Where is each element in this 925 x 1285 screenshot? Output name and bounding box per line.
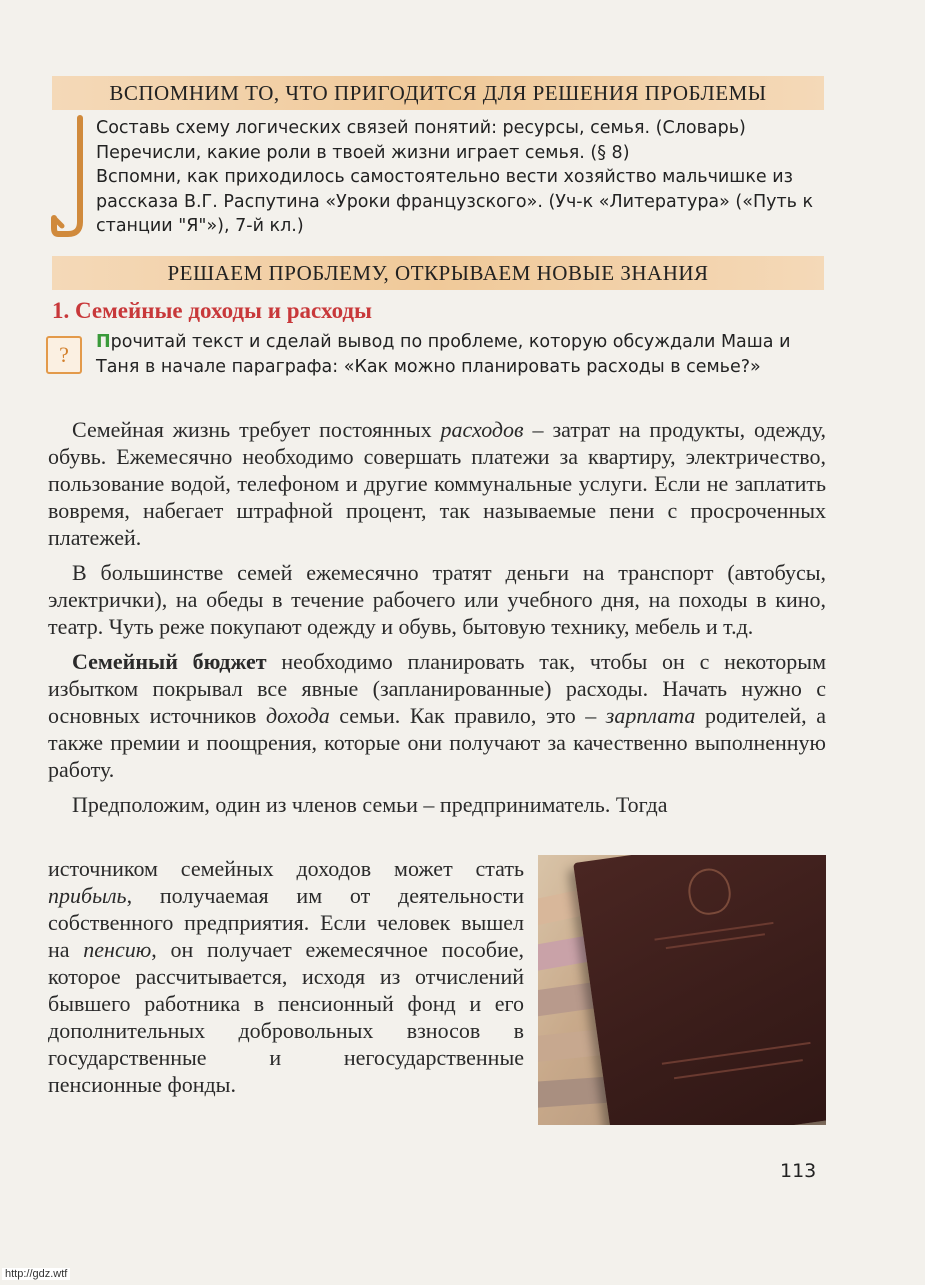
text-run: – затрат на продукты, одежду, обувь. Ежемесячно необходимо совершать платежи за квартиру, электричество, пользование водой, телефоном и другие коммунальные услуги. Если не заплатить вовремя, набегает штрафной процент, так называемые пени с просроченных платежей. bbox=[48, 417, 827, 550]
recall-item: Перечисли, какие роли в твоей жизни играет семья. (§ 8) bbox=[96, 142, 630, 163]
text-run: , получаемая им от деятельности собственного предприятия. Если человек вышел на bbox=[48, 883, 524, 962]
paragraph: В большинстве семей ежемесячно тратят деньги на транспорт (автобусы, электрички), на обеды в течение рабочего или учебного дня, на походы в кино, театр. Чуть реже покупают одежду и обувь, бытовую технику, мебель и т.д. bbox=[48, 560, 826, 639]
book-decoration bbox=[674, 1059, 803, 1079]
text-run: семьи. Как правило, это – bbox=[329, 703, 606, 728]
text-run: необходимо планировать так, чтобы он с некоторым избытком покрывал все явные (запланированные) расходы. Начать нужно с основных источников bbox=[48, 649, 827, 728]
recall-item: Вспомни, как приходилось самостоятельно вести хозяйство мальчишке из рассказа В.Г. Распутина «Уроки французского». (Уч-к «Литература» («Путь к станции "Я"»), 7-й кл.) bbox=[96, 167, 814, 236]
question-icon: ? bbox=[46, 336, 82, 374]
recall-item: Составь схему логических связей понятий: ресурсы, семья. (Словарь) bbox=[96, 118, 746, 138]
term-expenses: расходов bbox=[440, 417, 524, 442]
term-profit: прибыль bbox=[48, 883, 127, 908]
term-pension: пенсию bbox=[83, 937, 152, 962]
recall-section-heading: ВСПОМНИМ ТО, ЧТО ПРИГОДИТСЯ ДЛЯ РЕШЕНИЯ ПРОБЛЕМЫ bbox=[52, 76, 824, 110]
text-run: родителей, а также премии и поощрения, которые они получают за качественно выполненную работу. bbox=[48, 703, 826, 782]
task-first-letter: П bbox=[96, 332, 111, 352]
book-decoration bbox=[654, 922, 773, 941]
paragraph bbox=[48, 416, 826, 551]
paragraph-lead: Предположим, один из членов семьи – предприниматель. Тогда bbox=[72, 792, 668, 817]
text-run: Семейная жизнь требует постоянных bbox=[72, 417, 441, 442]
bracket-hook-icon bbox=[50, 114, 92, 242]
pension-certificate-book-image bbox=[573, 855, 826, 1125]
source-url-label: http://gdz.wtf bbox=[2, 1268, 70, 1280]
paragraph bbox=[48, 855, 524, 1098]
text-run: , он получает ежемесячное пособие, которое рассчитывается, исходя из отчислений бывшего работника в пенсионный фонд и его дополнительных добровольных взносов в государственные и негосударственные пенсионные фонды. bbox=[48, 937, 524, 1097]
emblem-icon bbox=[685, 866, 733, 917]
term-salary: зарплата bbox=[605, 703, 696, 728]
page-number: 113 bbox=[780, 1160, 817, 1182]
section-title: 1. Семейные доходы и расходы bbox=[52, 298, 373, 323]
pension-certificate-photo bbox=[538, 855, 826, 1125]
text-run: источником семейных доходов может стать bbox=[48, 856, 524, 881]
main-text bbox=[48, 416, 826, 826]
term-income: дохода bbox=[265, 703, 330, 728]
solve-section-heading: РЕШАЕМ ПРОБЛЕМУ, ОТКРЫВАЕМ НОВЫЕ ЗНАНИЯ bbox=[52, 256, 824, 290]
wrapped-paragraph bbox=[48, 855, 524, 1098]
term-family-budget: Семейный бюджет bbox=[72, 649, 267, 674]
task-text bbox=[96, 330, 830, 379]
paragraph bbox=[48, 648, 826, 783]
recall-list bbox=[96, 116, 830, 239]
task-rest: рочитай текст и сделай вывод по проблеме, которую обсуждали Маша и Таня в начале параграфа: «Как можно планировать расходы в семье?» bbox=[96, 332, 791, 377]
